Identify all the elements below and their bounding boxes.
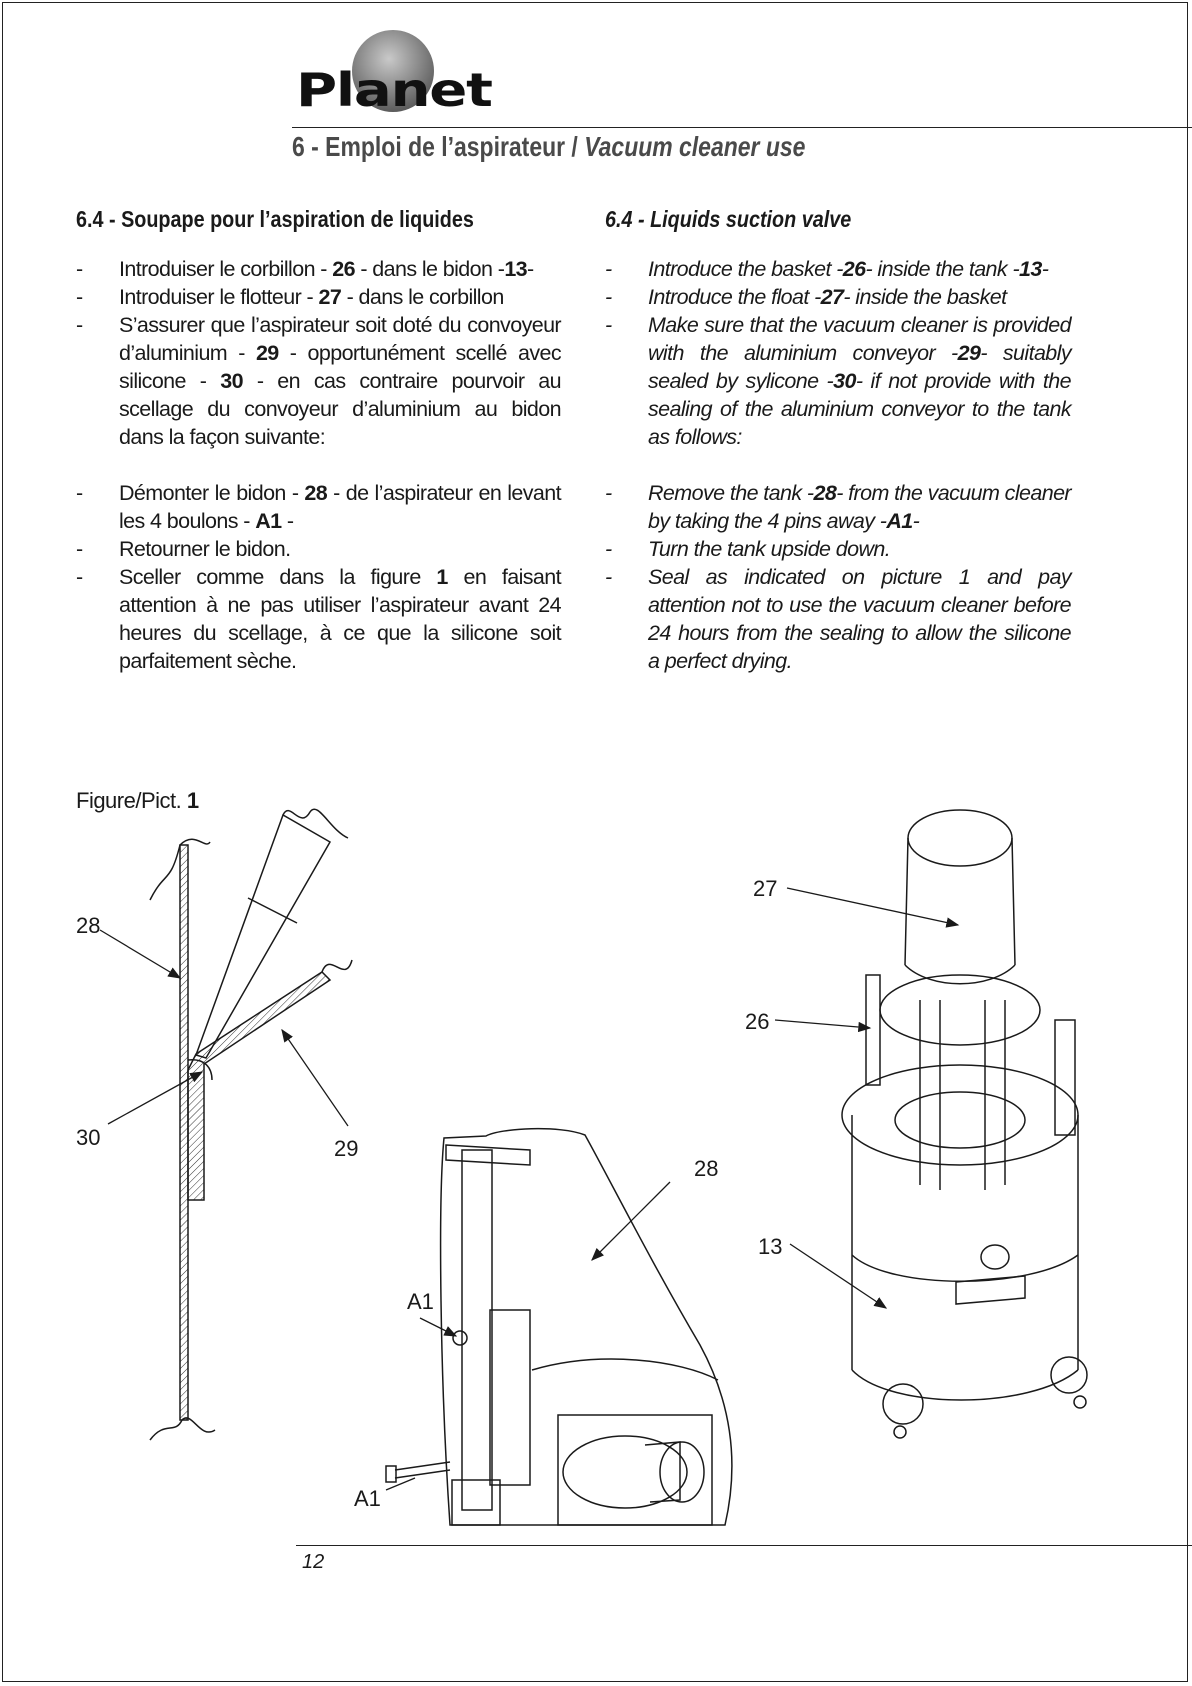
section-title-fr: 6 - Emploi de l’aspirateur / bbox=[292, 131, 585, 162]
seal-detail-drawing bbox=[150, 809, 352, 1440]
fr-step-1: - Introduiser le corbillon - 26 - dans le bidon -13- bbox=[76, 255, 561, 283]
en-step-3: - Make sure that the vacuum cleaner is provided with the aluminium conveyor -29- suitably sealed by sylicone -30- if not provide with the sealing of the aluminium conveyor to the tank as follows: bbox=[605, 311, 1071, 451]
nozzle-band bbox=[248, 898, 297, 923]
inlet-plate bbox=[558, 1415, 712, 1525]
tank-bottom bbox=[852, 1370, 1078, 1400]
leader-lines bbox=[100, 888, 958, 1490]
label-a1-top: A1 bbox=[407, 1289, 434, 1314]
caster-right bbox=[1051, 1357, 1087, 1393]
label-28-left: 28 bbox=[76, 913, 101, 938]
label-a1-bottom: A1 bbox=[354, 1486, 381, 1511]
inlet-recess bbox=[563, 1436, 687, 1508]
basket-top-ring bbox=[880, 975, 1040, 1045]
en-step-2: - Introduce the float -27- inside the basket bbox=[605, 283, 1071, 311]
english-heading: 6.4 - Liquids suction valve bbox=[605, 206, 852, 232]
fr-step-3: - S’assurer que l’aspirateur soit doté du convoyeur d’aluminium - 29 - opportunément scellé avec silicone - 30 - en cas contraire pourvoir au scellage du convoyeur d’aluminium au bidon dans la façon suivante: bbox=[76, 311, 561, 451]
support-column bbox=[462, 1150, 492, 1510]
caster-wheel-right bbox=[1074, 1396, 1086, 1408]
logo-wordmark: Planet bbox=[296, 63, 492, 117]
tank-rim-line bbox=[532, 1359, 718, 1380]
aluminium-conveyor-section bbox=[188, 972, 330, 1200]
break-line-bottom bbox=[150, 1418, 215, 1440]
label-26: 26 bbox=[745, 1009, 770, 1034]
tank-seam bbox=[852, 1255, 1078, 1281]
column-base bbox=[452, 1480, 500, 1525]
caster-wheel-left bbox=[894, 1426, 906, 1438]
french-heading: 6.4 - Soupape pour l’aspiration de liquides bbox=[76, 206, 474, 232]
fr-step-4: - Démonter le bidon - 28 - de l’aspirateur en levant les 4 boulons - A1 - bbox=[76, 479, 561, 535]
tank-wall-section bbox=[180, 845, 188, 1420]
pin-head bbox=[386, 1466, 396, 1482]
side-channel bbox=[490, 1310, 530, 1485]
section-title-en: Vacuum cleaner use bbox=[584, 131, 806, 162]
pin-shaft bbox=[395, 1462, 450, 1478]
fr-step-2: - Introduiser le flotteur - 27 - dans le corbillon bbox=[76, 283, 561, 311]
label-27: 27 bbox=[753, 876, 778, 901]
label-28-center: 28 bbox=[694, 1156, 719, 1181]
tank-top-ring bbox=[842, 1065, 1078, 1165]
figure-caption: Figure/Pict. 1 bbox=[76, 788, 199, 813]
en-step-4: - Remove the tank -28- from the vacuum cleaner by taking the 4 pins away -A1- bbox=[605, 479, 1071, 535]
en-step-1: - Introduce the basket -26- inside the tank -13- bbox=[605, 255, 1071, 283]
footer-rule bbox=[296, 1545, 1192, 1546]
tank-body-outline bbox=[441, 1129, 732, 1525]
label-30: 30 bbox=[76, 1125, 101, 1150]
caster-left bbox=[883, 1384, 923, 1424]
tank-port bbox=[981, 1245, 1009, 1269]
en-step-5: - Turn the tank upside down. bbox=[605, 535, 1071, 563]
float-top bbox=[908, 810, 1012, 866]
exploded-assembly-drawing bbox=[842, 810, 1087, 1438]
label-29: 29 bbox=[334, 1136, 359, 1161]
page-number: 12 bbox=[302, 1551, 325, 1573]
pin-hole bbox=[453, 1331, 467, 1345]
inlet-pipe-mouth bbox=[660, 1442, 704, 1502]
label-13: 13 bbox=[758, 1234, 783, 1259]
fr-step-5: - Retourner le bidon. bbox=[76, 535, 561, 563]
fr-step-6: - Sceller comme dans la figure 1 en faisant attention à ne pas utiliser l’aspirateur avant 24 heures du scellage, à ce que la silicone soit parfaitement sèche. bbox=[76, 563, 561, 675]
en-step-6: - Seal as indicated on picture 1 and pay attention not to use the vacuum cleaner before 24 hours from the sealing to allow the silicone a perfect drying. bbox=[605, 563, 1071, 675]
column-bracket bbox=[446, 1145, 530, 1165]
break-line-conveyor bbox=[322, 960, 352, 972]
